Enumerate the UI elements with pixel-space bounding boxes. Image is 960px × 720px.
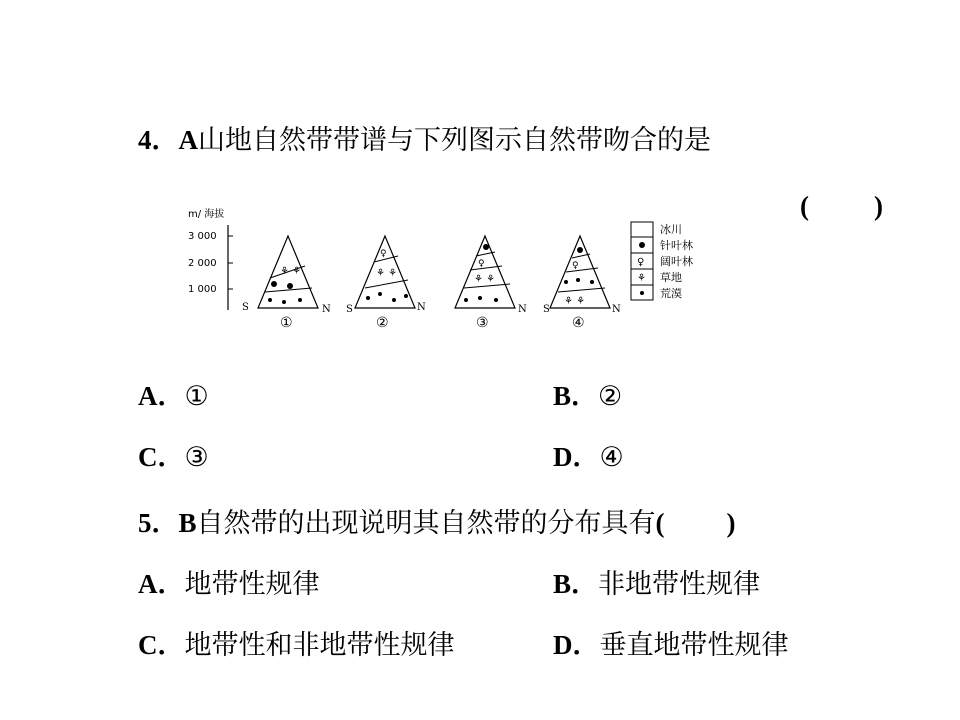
question-letter: B: [178, 508, 197, 538]
q5-option-b[interactable]: B．非地带性规律: [553, 569, 761, 600]
q4-option-a[interactable]: A．①: [138, 381, 209, 412]
q5-option-d[interactable]: D．垂直地带性规律: [553, 630, 789, 661]
panel-2: [346, 236, 426, 331]
question-number: 4．: [138, 125, 179, 155]
panel-4-label: ④: [572, 315, 585, 331]
svg-text:⚘ ⚘: ⚘ ⚘: [280, 266, 302, 277]
panel-4-n: N: [612, 304, 621, 315]
ytick-2000: 2 000: [188, 258, 217, 269]
legend-broadleaf: 阔叶林: [660, 255, 693, 268]
svg-text:♀: ♀: [478, 259, 485, 269]
mountain-zonation-figure: [180, 200, 720, 340]
panel-3-n: N: [518, 304, 527, 315]
svg-text:⚘ ⚘: ⚘ ⚘: [474, 274, 496, 285]
panel-4: [543, 236, 621, 331]
figure-ylabel: m/ 海拔: [188, 209, 225, 220]
panel-1: [242, 236, 331, 331]
answer-paren-close: ): [726, 508, 736, 538]
q5-option-a[interactable]: A．地带性规律: [138, 569, 320, 600]
legend-glacier: 冰川: [660, 223, 682, 236]
legend-grassland: 草地: [660, 271, 682, 284]
figure-legend: [631, 222, 693, 300]
answer-paren-open: (: [800, 191, 809, 221]
ytick-3000: 3 000: [188, 231, 217, 242]
q4-option-d[interactable]: D．④: [553, 442, 624, 473]
svg-text:⚘ ⚘: ⚘ ⚘: [376, 268, 398, 279]
answer-paren-close: ): [874, 191, 883, 221]
panel-3-label: ③: [476, 315, 489, 331]
question-text: 山地自然带带谱与下列图示自然带吻合的是: [198, 125, 711, 156]
answer-paren-open: (: [655, 508, 665, 538]
panel-4-s: S: [543, 304, 550, 315]
q5-option-c[interactable]: C．地带性和非地带性规律: [138, 630, 455, 661]
svg-text:♀: ♀: [637, 257, 645, 268]
question-number: 5．: [138, 508, 179, 538]
svg-text:♀: ♀: [380, 249, 387, 259]
q4-option-c[interactable]: C．③: [138, 442, 209, 473]
question-4-stem: [138, 124, 711, 157]
question-letter: A: [178, 125, 198, 155]
question-text: 自然带的出现说明其自然带的分布具有: [196, 508, 656, 539]
panel-2-n: N: [417, 302, 426, 313]
q4-option-b[interactable]: B．②: [553, 381, 623, 412]
panel-1-label: ①: [280, 315, 293, 331]
panel-3: [455, 236, 527, 331]
panel-1-s: S: [242, 302, 249, 313]
panel-1-n: N: [322, 304, 331, 315]
question-5-stem: [138, 507, 736, 540]
legend-desert: 荒漠: [660, 287, 682, 300]
svg-text:⚘: ⚘: [637, 273, 646, 284]
svg-text:♀: ♀: [572, 261, 579, 271]
svg-text:⚘ ⚘: ⚘ ⚘: [564, 296, 586, 307]
panel-2-s: S: [346, 304, 353, 315]
panel-2-label: ②: [376, 315, 389, 331]
ytick-1000: 1 000: [188, 284, 217, 295]
legend-coniferous: 针叶林: [660, 239, 693, 252]
